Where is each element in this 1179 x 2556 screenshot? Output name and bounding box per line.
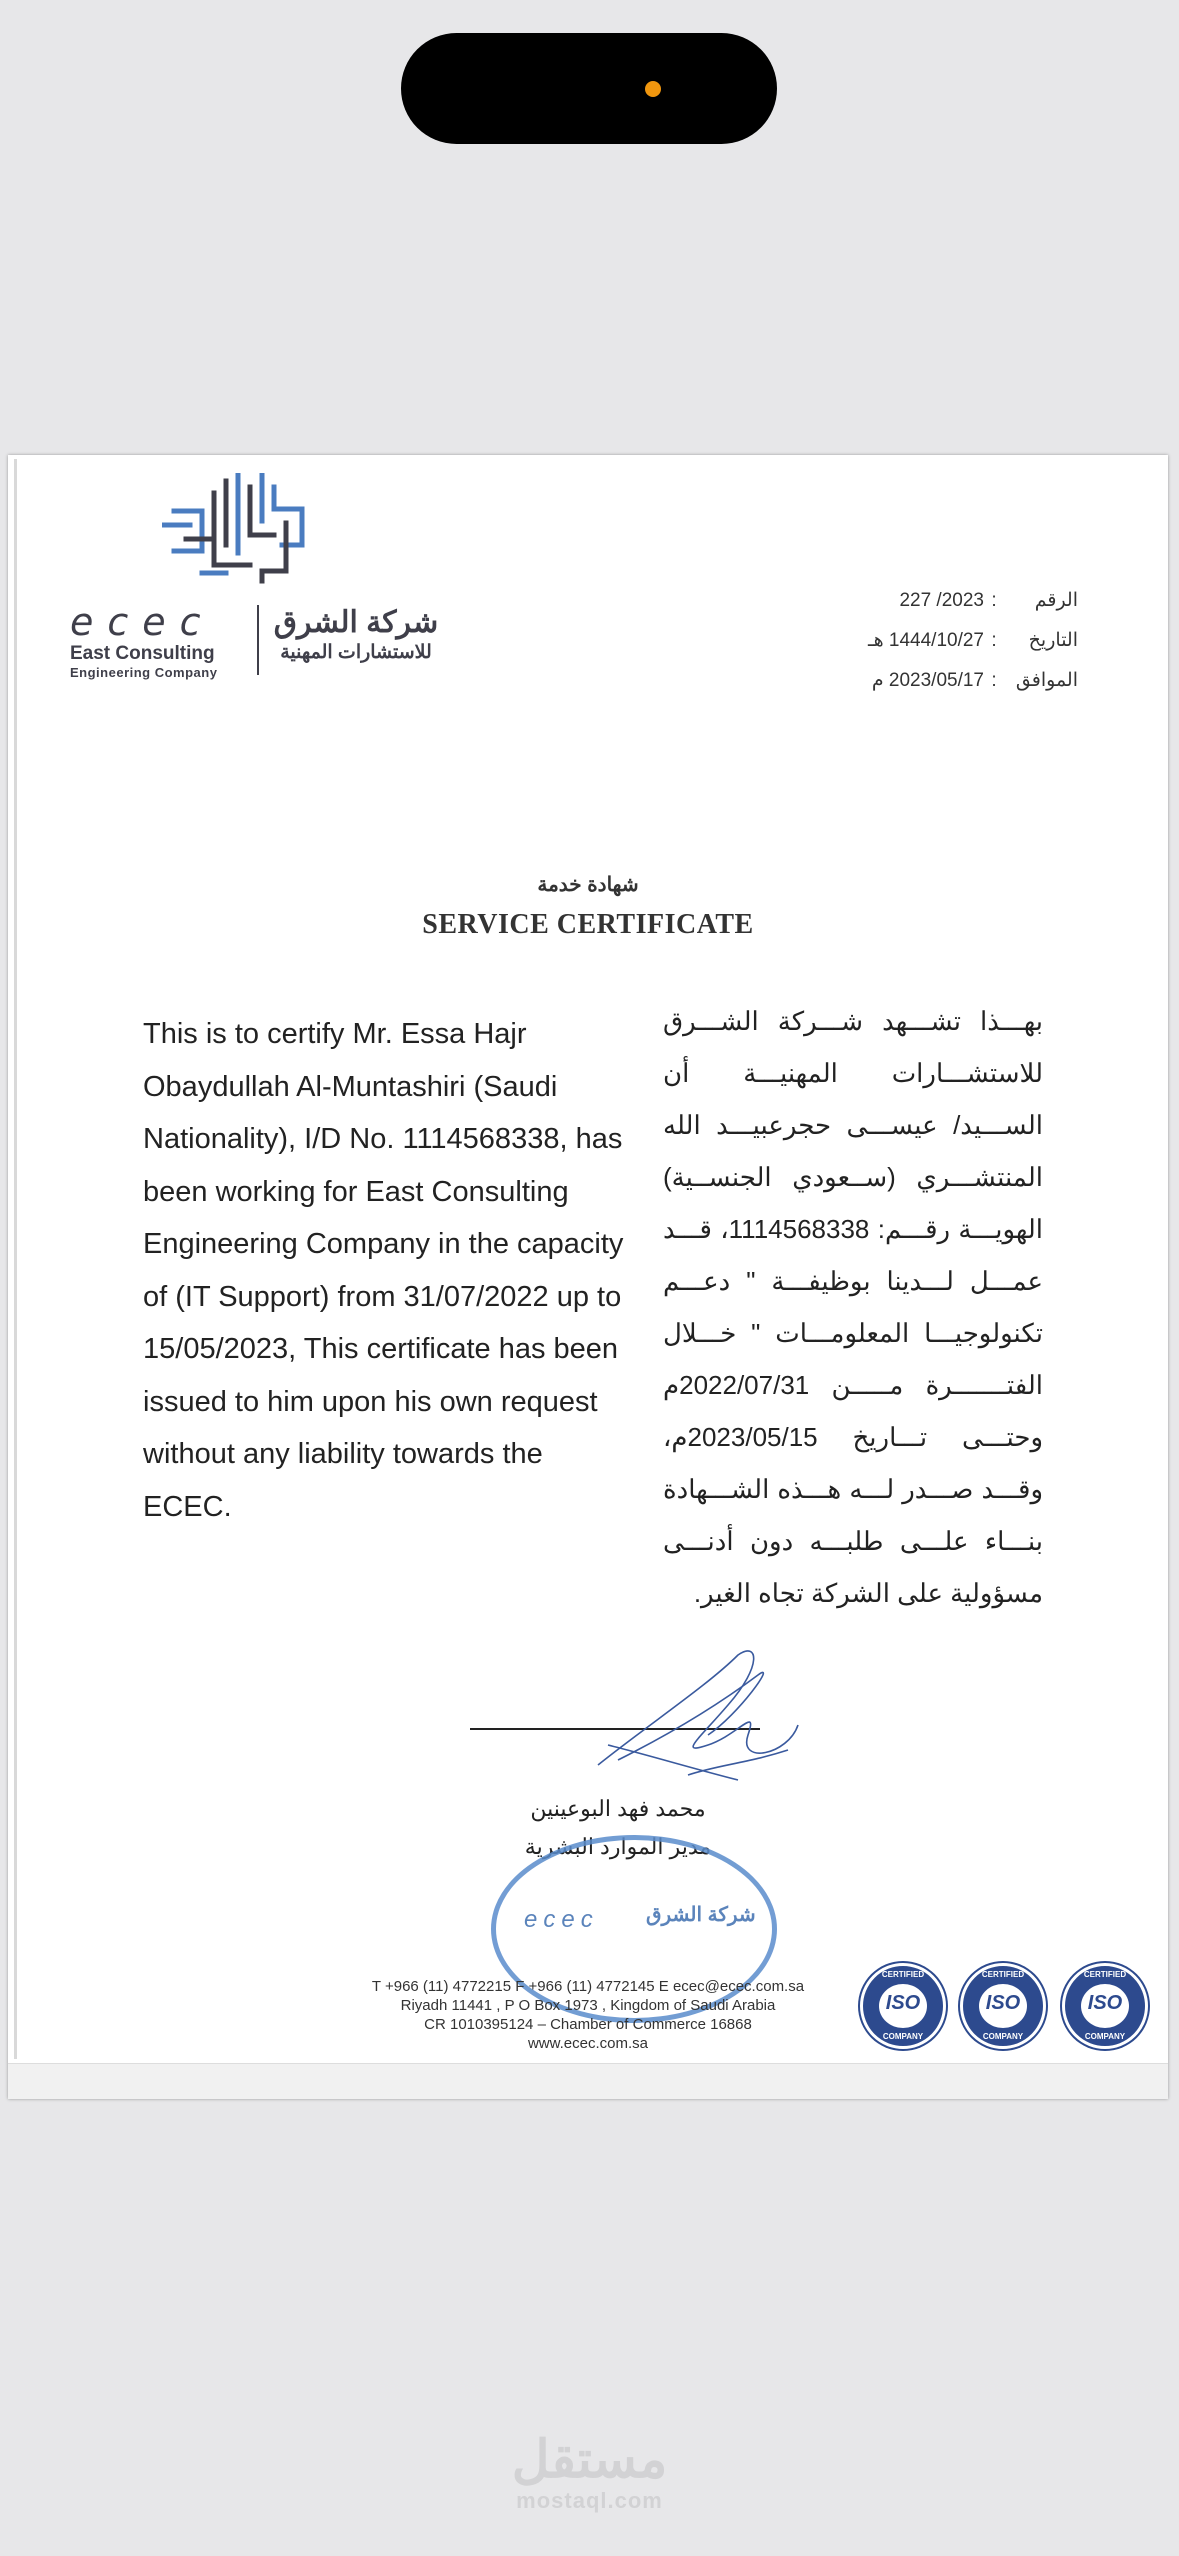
ref-number-value: 2023/ 227 bbox=[899, 590, 984, 611]
logo-english bbox=[70, 600, 240, 680]
logo-arabic bbox=[266, 605, 446, 664]
body-arabic: بهـــذا تشـــهد شـــركة الشـــرق للاستشـــارات المهنيـــة أن الســـيد/ عيســـى حجرعبيـــد الله المنتشـــري (ســعودي الجنســية) الهويـــة رقـــم: 1114568338، قـــد عمـــل لـــدينا بوظيفـــة " دعـــم تكنولوجيـــا المعلومـــات " خـــلال الفتـــــــرة مـــــن 2022/07/31م وحتـــى تـــاريخ 2023/05/15م، وقـــد صـــدر لـــه هـــذه الشـــهادة بنـــاء علـــى طلبـــه دون أدنـــى مسؤولية على الشركة تجاه الغير. bbox=[663, 1006, 1044, 1608]
title-arabic: شهادة خدمة bbox=[537, 874, 639, 896]
footer-website-line: www.ecec.com.sa bbox=[527, 2035, 649, 2052]
logo-name-line1: East Consulting bbox=[70, 643, 215, 664]
watermark-latin: mostaql.com bbox=[516, 2488, 663, 2513]
mostaql-watermark bbox=[0, 2432, 1179, 2514]
contact-footer bbox=[338, 1977, 838, 2053]
footer-registration-line: CR 1010395124 – Chamber of Commerce 16868 bbox=[424, 2016, 752, 2033]
ref-corresponding-value: 2023/05/17 م bbox=[871, 670, 984, 691]
signer-title: مدير الموارد البشرية bbox=[524, 1834, 712, 1859]
signer-name: محمد فهد البوعينين bbox=[530, 1796, 706, 1821]
reference-block bbox=[828, 581, 1078, 701]
title-english: SERVICE CERTIFICATE bbox=[422, 909, 754, 940]
logo-arabic-line2: للاستشارات المهنية bbox=[280, 642, 432, 663]
logo-letters: ecec bbox=[70, 600, 215, 644]
stamp-letters: ecec bbox=[524, 1906, 599, 1933]
iso-badge-label: ISO bbox=[985, 1992, 1021, 2014]
logo-divider bbox=[257, 605, 259, 675]
camera-indicator-dot bbox=[645, 81, 661, 97]
ref-date-row: التاريخ:1444/10/27 هـ bbox=[828, 621, 1078, 661]
iso-badge-label: ISO bbox=[885, 1992, 921, 2014]
footer-phone-line: T +966 (11) 4772215 F +966 (11) 4772145 E ecec@ecec.com.sa bbox=[371, 1978, 805, 1995]
body-english: This is to certify Mr. Essa Hajr Obaydullah Al-Muntashiri (Saudi Nationality), I/D No. 1114568338, has been working for East Consulting Engineering Company in the capacity of (IT Support) from 31/07/2022 up to 15/05/2023, This certificate has been issued to him upon his own request without any liability towards the ECEC. bbox=[143, 1018, 624, 1523]
stamp-arabic-name: شركة الشرق bbox=[646, 1904, 756, 1926]
watermark-arabic: مستقل bbox=[511, 2431, 668, 2489]
ref-date-label: التاريخ bbox=[1028, 630, 1078, 651]
ref-corresponding-label: الموافق bbox=[1015, 670, 1078, 691]
iso-badge-3: CERTIFIED ISO COMPANY bbox=[1062, 1963, 1148, 2049]
ref-date-value: 1444/10/27 هـ bbox=[868, 630, 984, 651]
signature-icon bbox=[588, 1645, 808, 1785]
logo-arabic-line1: شركة الشرق bbox=[273, 606, 439, 639]
iso-badge-1: CERTIFIED ISO COMPANY bbox=[860, 1963, 946, 2049]
ref-number-row: الرقم:2023/ 227 bbox=[828, 581, 1078, 621]
logo-mark-icon bbox=[162, 473, 312, 585]
page-bottom-strip bbox=[8, 2063, 1168, 2099]
footer-address-line: Riyadh 11441 , P O Box 1973 , Kingdom of Saudi Arabia bbox=[400, 1997, 776, 2014]
iso-badge-2: CERTIFIED ISO COMPANY bbox=[960, 1963, 1046, 2049]
dynamic-island bbox=[401, 33, 777, 144]
ref-number-label: الرقم bbox=[1034, 590, 1078, 611]
certificate-document bbox=[8, 455, 1168, 2099]
iso-badge-label: ISO bbox=[1087, 1992, 1123, 2014]
ref-corresponding-row: الموافق:2023/05/17 م bbox=[828, 661, 1078, 701]
logo-name-line2: Engineering Company bbox=[70, 665, 218, 680]
company-logo bbox=[70, 473, 450, 680]
page-edge bbox=[14, 459, 17, 2059]
